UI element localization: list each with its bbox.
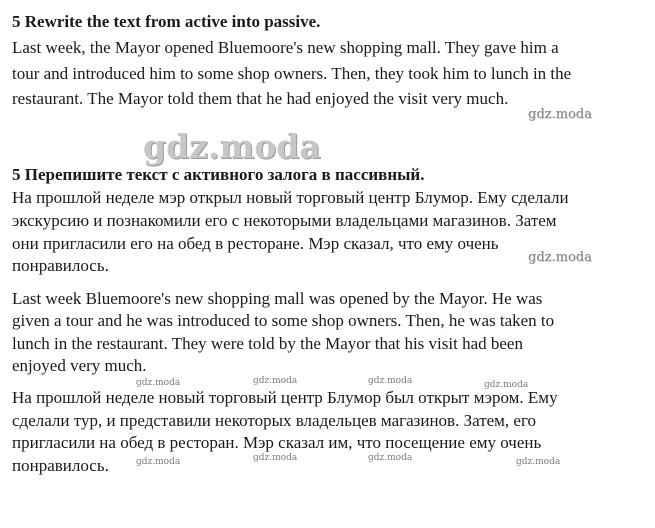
task-line-ru-3: они пригласили его на обед в ресторане. Мэр сказал, что ему очень xyxy=(12,234,499,253)
watermark-tiny-5: gdz.moda xyxy=(136,457,181,467)
task-line-ru-2: экскурсию и познакомили его с некоторыми владельцами магазинов. Затем xyxy=(12,211,557,230)
answer-line-en-2: given a tour and he was introduced to some shop owners. Then, he was taken to xyxy=(12,311,555,330)
watermark-tiny-8: gdz.moda xyxy=(516,457,561,467)
answer-line-ru-4: понравилось. xyxy=(12,456,109,475)
task-line-en-2: tour and introduced him to some shop owners. Then, they took him to lunch in the xyxy=(12,64,572,83)
answer-line-ru-1: На прошлой неделе новый торговый центр Блумор был открыт мэром. Ему xyxy=(12,388,558,407)
watermark-small-1: gdz.moda xyxy=(528,107,592,122)
task-heading-en: 5 Rewrite the text from active into passive. xyxy=(12,12,321,31)
watermark-tiny-4: gdz.moda xyxy=(484,380,529,390)
task-line-en-1: Last week, the Mayor opened Bluemoore's new shopping mall. They gave him a xyxy=(12,38,559,57)
watermark-large: gdz.moda xyxy=(143,127,321,166)
task-line-ru-4: понравилось. xyxy=(12,256,109,275)
watermark-tiny-6: gdz.moda xyxy=(253,453,298,463)
answer-line-ru-2: сделали тур, и представили некоторых владельцев магазинов. Затем, его xyxy=(12,411,537,430)
task-heading-ru: 5 Перепишите текст с активного залога в пассивный. xyxy=(12,165,425,184)
answer-line-en-4: enjoyed very much. xyxy=(12,356,147,375)
answer-line-en-1: Last week Bluemoore's new shopping mall was opened by the Mayor. He was xyxy=(12,289,543,308)
watermark-tiny-2: gdz.moda xyxy=(253,376,298,386)
task-line-en-3: restaurant. The Mayor told them that he had enjoyed the visit very much. xyxy=(12,89,509,108)
answer-line-en-3: lunch in the restaurant. They were told by the Mayor that his visit had been xyxy=(12,334,523,353)
watermark-small-2: gdz.moda xyxy=(528,250,592,265)
answer-line-ru-3: пригласили на обед в ресторан. Мэр сказал им, что посещение ему очень xyxy=(12,433,542,452)
watermark-tiny-3: gdz.moda xyxy=(368,376,413,386)
watermark-tiny-1: gdz.moda xyxy=(136,378,181,388)
task-line-ru-1: На прошлой неделе мэр открыл новый торговый центр Блумор. Ему сделали xyxy=(12,188,569,207)
watermark-tiny-7: gdz.moda xyxy=(368,453,413,463)
